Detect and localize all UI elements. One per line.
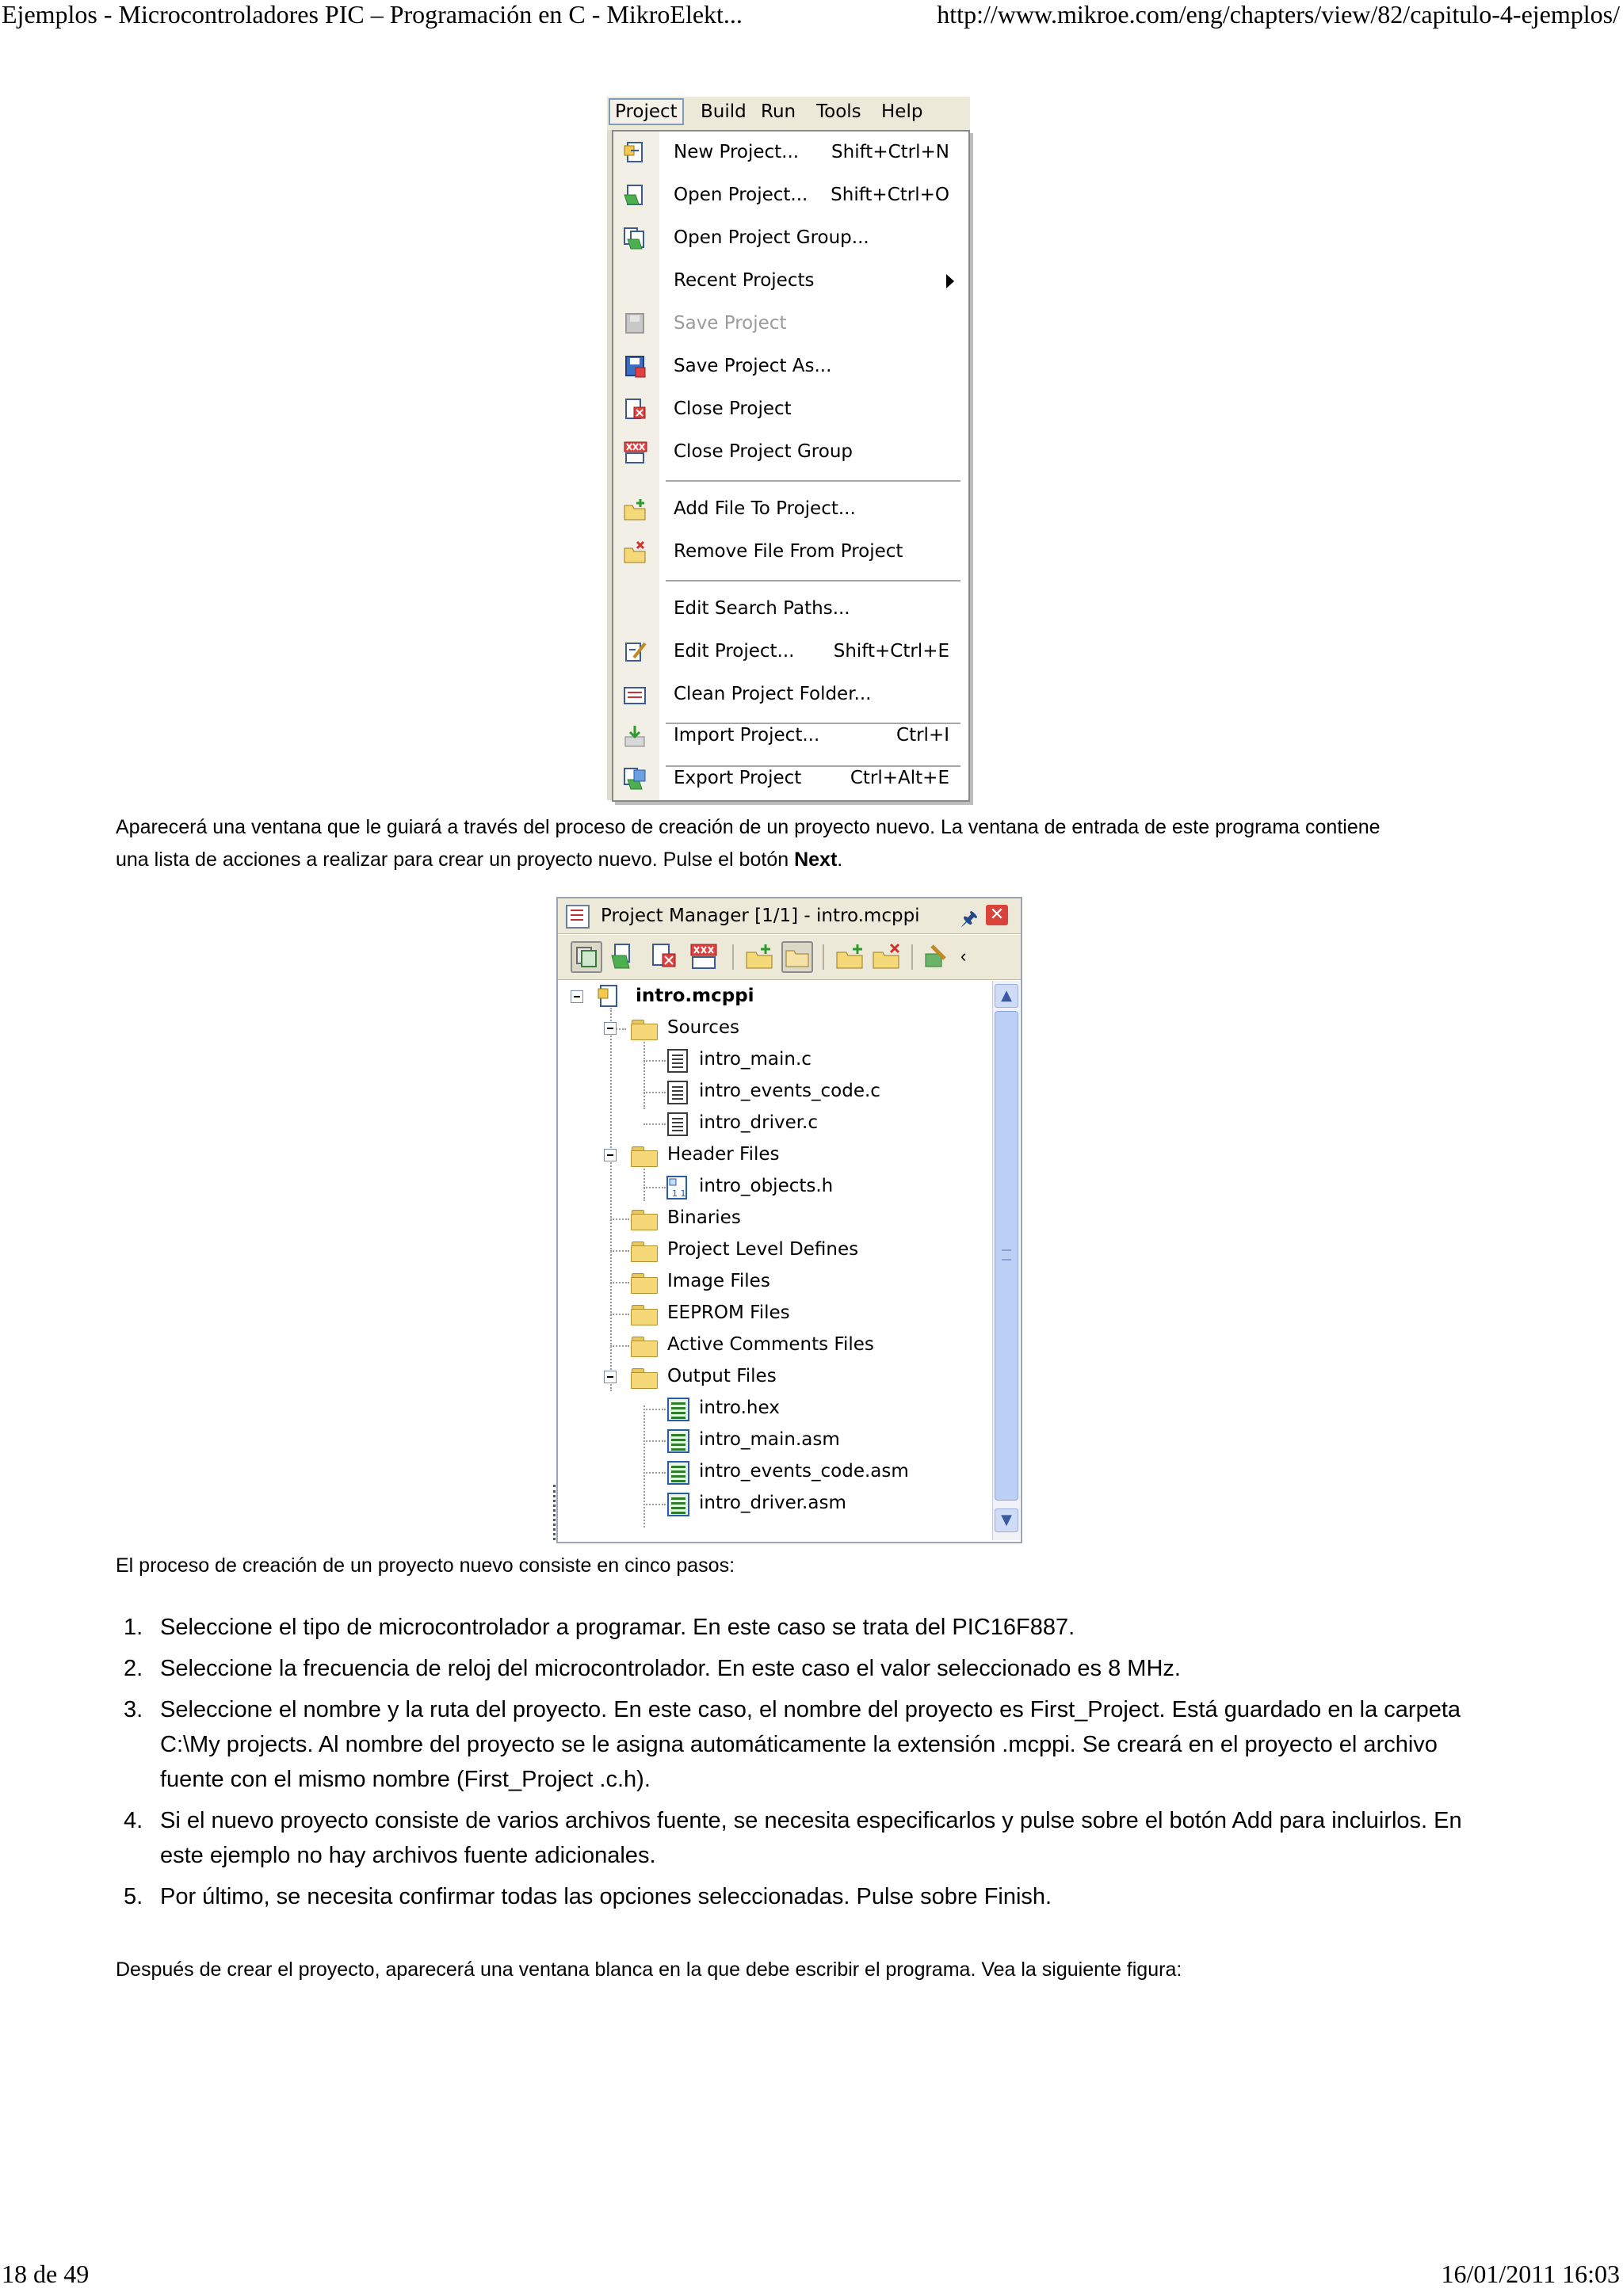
open-project-icon — [623, 184, 648, 208]
menu-item-save-project[interactable] — [613, 303, 968, 345]
submenu-arrow-icon — [946, 274, 954, 288]
collapse-icon[interactable] — [571, 990, 583, 1003]
add-file-icon — [623, 498, 648, 521]
menu-item-new-project[interactable] — [613, 132, 968, 174]
tree-node-file[interactable] — [558, 1044, 992, 1076]
menu-tools[interactable]: Tools — [816, 101, 861, 122]
tree-label: intro_events_code.c — [699, 1081, 880, 1101]
menu-item-shortcut: Shift+Ctrl+N — [831, 142, 949, 162]
tree-node-file[interactable] — [558, 1108, 992, 1139]
edit-project-icon — [623, 640, 648, 664]
list-item-text: Seleccione la frecuencia de reloj del microcontrolador. En este caso el valor seleccionado es 8 MHz. — [160, 1656, 1181, 1681]
open-project-icon — [609, 941, 640, 973]
print-datetime: 16/01/2011 16:03 — [1441, 2260, 1620, 2288]
save-project-as-icon — [623, 355, 648, 379]
import-project-icon — [623, 724, 648, 748]
c-file-icon — [667, 1112, 688, 1136]
c-file-icon — [667, 1081, 688, 1104]
menu-item-import-project[interactable] — [613, 715, 968, 757]
project-dropdown — [612, 130, 970, 802]
list-item-number: 3. — [124, 1697, 143, 1722]
list-item-number: 5. — [124, 1884, 143, 1909]
open-project-group-icon — [623, 227, 648, 250]
menu-item-label: Import Project... — [674, 725, 820, 746]
menu-item-label: Recent Projects — [674, 270, 815, 291]
paragraph-intro — [116, 811, 1415, 876]
toolbar-remove-file-button[interactable] — [870, 941, 902, 973]
close-project-icon — [623, 398, 648, 421]
tree-label: intro_driver.c — [699, 1112, 819, 1133]
menu-bar — [607, 97, 970, 131]
menu-item-open-project[interactable] — [613, 174, 968, 217]
export-project-icon — [623, 767, 648, 791]
steps-list — [116, 1610, 1463, 1920]
menu-separator — [666, 480, 960, 482]
print-header — [0, 0, 1623, 35]
toolbar-separator — [911, 944, 913, 970]
header-file-icon — [666, 1175, 689, 1200]
menu-project[interactable]: Project — [609, 98, 684, 125]
remove-file-icon — [623, 540, 648, 564]
menu-item-recent-projects[interactable] — [613, 260, 968, 303]
tree-node-file[interactable] — [558, 1171, 992, 1203]
toolbar-project-group-button[interactable] — [571, 941, 602, 973]
tree-node-folder[interactable] — [558, 1329, 992, 1361]
menu-item-shortcut: Ctrl+Alt+E — [850, 768, 949, 788]
close-icon[interactable]: ✕ — [986, 905, 1008, 925]
menu-item-export-project[interactable] — [613, 757, 968, 800]
paragraph-steps-intro: El proceso de creación de un proyecto nuevo consiste en cinco pasos: — [116, 1554, 735, 1577]
page-number: 18 de 49 — [2, 2260, 90, 2288]
list-item-number: 1. — [124, 1615, 143, 1640]
menu-build[interactable]: Build — [701, 101, 747, 122]
save-project-icon — [623, 312, 648, 336]
menu-help[interactable]: Help — [881, 101, 923, 122]
menu-item-label: Add File To Project... — [674, 498, 856, 519]
folder-icon — [631, 1305, 658, 1324]
paragraph-text: Aparecerá una ventana que le guiará a través del proceso de creación de un proyecto nuevo. La ventana de entrada de este programa contiene una lista de acciones a realizar para crear un proyecto nuevo. Pulse el botón — [116, 816, 1381, 871]
c-file-icon — [667, 1049, 688, 1073]
clean-folder-icon — [623, 683, 648, 707]
folder-icon — [631, 1210, 658, 1229]
project-tree — [558, 981, 992, 1540]
tree-node-file[interactable] — [558, 1488, 992, 1520]
list-item — [116, 1651, 1463, 1686]
folder-icon — [631, 1337, 658, 1356]
menu-item-save-project-as[interactable] — [613, 345, 968, 388]
tree-node-file[interactable] — [558, 1393, 992, 1425]
menu-item-label: Edit Search Paths... — [674, 598, 850, 619]
tree-label: Active Comments Files — [667, 1334, 874, 1355]
menu-item-open-project-group[interactable] — [613, 217, 968, 260]
print-header-url: http://www.mikroe.com/eng/chapters/view/82/capitulo-4-ejemplos/ — [937, 0, 1620, 29]
close-project-group-icon — [688, 941, 720, 973]
folder-view-icon — [783, 943, 812, 971]
tree-label: intro_events_code.asm — [699, 1461, 909, 1482]
toolbar-open-project-button[interactable] — [609, 941, 640, 973]
new-project-icon — [623, 141, 648, 165]
tree-label: intro.mcppi — [636, 986, 754, 1006]
scrollbar-thumb[interactable] — [995, 1011, 1018, 1501]
tree-node-folder[interactable] — [558, 1203, 992, 1234]
menu-item-shortcut: Ctrl+I — [896, 725, 949, 746]
menu-item-label: Save Project — [674, 313, 787, 334]
tree-node-project[interactable] — [558, 981, 992, 1013]
svg-text:1 1: 1 1 — [672, 1188, 686, 1199]
menu-item-label: New Project... — [674, 142, 800, 162]
list-item-number: 4. — [124, 1808, 143, 1833]
list-item-text: Seleccione el tipo de microcontrolador a programar. En este caso se trata del PIC16F887. — [160, 1615, 1075, 1640]
splitter-handle[interactable] — [553, 1485, 560, 1540]
project-menu-screenshot — [607, 97, 970, 800]
toolbar-close-project-button[interactable] — [648, 941, 680, 973]
menu-item-edit-project[interactable] — [613, 631, 968, 673]
menu-separator — [666, 580, 960, 582]
menu-item-label: Close Project — [674, 399, 792, 419]
menu-item-label: Export Project — [674, 768, 802, 788]
tree-label: EEPROM Files — [667, 1302, 790, 1323]
menu-item-shortcut: Shift+Ctrl+E — [833, 641, 949, 662]
build-icon — [921, 941, 953, 973]
toolbar-build-button[interactable] — [921, 941, 953, 973]
menu-item-add-file[interactable] — [613, 488, 968, 531]
list-item-text: Seleccione el nombre y la ruta del proyecto. En este caso, el nombre del proyecto es First_Project. Está guardado en la carpeta C:\My projects. Al nombre del proyecto se le asigna automáticamente la extensión .mcppi. Se creará en el proyecto el archivo fuente con el mismo nombre (First_Project .c.h). — [160, 1697, 1461, 1792]
menu-item-label: Remove File From Project — [674, 541, 903, 562]
menu-item-label: Save Project As... — [674, 356, 832, 376]
folder-icon — [631, 1273, 658, 1292]
menu-item-close-project-group[interactable] — [613, 431, 968, 474]
toolbar-close-project-group-button[interactable] — [688, 941, 720, 973]
folder-icon — [631, 1368, 658, 1387]
tree-label: Image Files — [667, 1271, 770, 1291]
tree-node-folder[interactable] — [558, 1298, 992, 1329]
tree-label: intro_driver.asm — [699, 1493, 846, 1513]
tree-node-folder[interactable] — [558, 1361, 992, 1393]
tree-node-folder[interactable] — [558, 1139, 992, 1171]
tree-label: intro.hex — [699, 1398, 780, 1418]
output-file-icon — [667, 1493, 689, 1516]
print-header-title: Ejemplos - Microcontroladores PIC – Programación en C - MikroElekt... — [2, 0, 743, 29]
menu-item-shortcut: Shift+Ctrl+O — [831, 185, 949, 205]
pin-icon[interactable]: 🖈 — [960, 908, 979, 929]
list-item — [116, 1803, 1463, 1873]
tree-node-file[interactable] — [558, 1456, 992, 1488]
toolbar-add-folder-button[interactable] — [743, 941, 775, 973]
remove-file-icon — [870, 941, 902, 973]
project-file-icon — [598, 984, 620, 1009]
toolbar-separator — [823, 944, 824, 970]
toolbar-overflow-icon[interactable]: ‹ — [960, 946, 967, 966]
scroll-down-icon[interactable]: ▼ — [995, 1508, 1018, 1532]
menu-item-close-project[interactable] — [613, 388, 968, 431]
output-file-icon — [667, 1429, 689, 1453]
menu-item-remove-file[interactable] — [613, 531, 968, 574]
paragraph-after-steps: Después de crear el proyecto, aparecerá una ventana blanca en la que debe escribir el programa. Vea la siguiente figura: — [116, 1958, 1182, 1981]
tree-label: intro_objects.h — [699, 1176, 834, 1196]
tree-label: Output Files — [667, 1366, 777, 1386]
project-manager-screenshot — [556, 897, 1022, 1543]
project-manager-icon — [566, 905, 590, 929]
tree-node-folder[interactable] — [558, 1234, 992, 1266]
project-manager-title: Project Manager [1/1] - intro.mcppi — [601, 906, 920, 926]
output-file-icon — [667, 1461, 689, 1485]
menu-item-label: Open Project... — [674, 185, 808, 205]
scroll-up-icon[interactable]: ▲ — [995, 984, 1018, 1008]
tree-label: Project Level Defines — [667, 1239, 859, 1260]
list-item-number: 2. — [124, 1656, 143, 1681]
menu-item-edit-search-paths[interactable] — [613, 588, 968, 631]
collapse-icon[interactable] — [604, 1371, 617, 1383]
menu-item-clean-project-folder[interactable] — [613, 673, 968, 716]
list-item — [116, 1879, 1463, 1914]
print-footer — [0, 2260, 1623, 2294]
menu-run[interactable]: Run — [761, 101, 796, 122]
menu-item-label: Open Project Group... — [674, 227, 869, 248]
list-item — [116, 1610, 1463, 1645]
vertical-scrollbar[interactable] — [992, 981, 1020, 1540]
tree-label: intro_main.c — [699, 1049, 812, 1070]
tree-node-file[interactable] — [558, 1076, 992, 1108]
tree-label: Sources — [667, 1017, 739, 1038]
tree-node-folder[interactable] — [558, 1013, 992, 1044]
collapse-icon[interactable] — [604, 1149, 617, 1161]
folder-icon — [631, 1241, 658, 1261]
close-project-group-icon — [623, 441, 648, 464]
list-item-text: Por último, se necesita confirmar todas las opciones seleccionadas. Pulse sobre Finish. — [160, 1884, 1052, 1909]
tree-label: Binaries — [667, 1207, 741, 1228]
menu-item-label: Close Project Group — [674, 441, 853, 462]
tree-label: intro_main.asm — [699, 1429, 840, 1450]
toolbar-folder-view-button[interactable] — [781, 941, 813, 973]
toolbar-separator — [732, 944, 734, 970]
menu-item-label: Clean Project Folder... — [674, 684, 872, 704]
add-file-icon — [834, 941, 865, 973]
collapse-icon[interactable] — [604, 1022, 617, 1035]
tree-label: Header Files — [667, 1144, 780, 1165]
paragraph-end: . — [837, 849, 843, 871]
folder-icon — [631, 1146, 658, 1165]
project-manager-toolbar — [558, 935, 1021, 980]
tree-node-folder[interactable] — [558, 1266, 992, 1298]
toolbar-add-file-button[interactable] — [834, 941, 865, 973]
menu-item-label: Edit Project... — [674, 641, 795, 662]
output-file-icon — [667, 1398, 689, 1421]
close-project-icon — [648, 941, 680, 973]
list-item — [116, 1692, 1463, 1797]
project-group-icon — [572, 943, 601, 971]
tree-node-file[interactable] — [558, 1425, 992, 1456]
list-item-text: Si el nuevo proyecto consiste de varios archivos fuente, se necesita especificarlos y pulse sobre el botón Add para incluirlos. En este ejemplo no hay archivos fuente adicionales. — [160, 1808, 1462, 1868]
project-manager-titlebar — [558, 898, 1021, 934]
folder-icon — [631, 1020, 658, 1039]
add-folder-icon — [743, 941, 775, 973]
next-button-reference: Next — [794, 849, 838, 871]
